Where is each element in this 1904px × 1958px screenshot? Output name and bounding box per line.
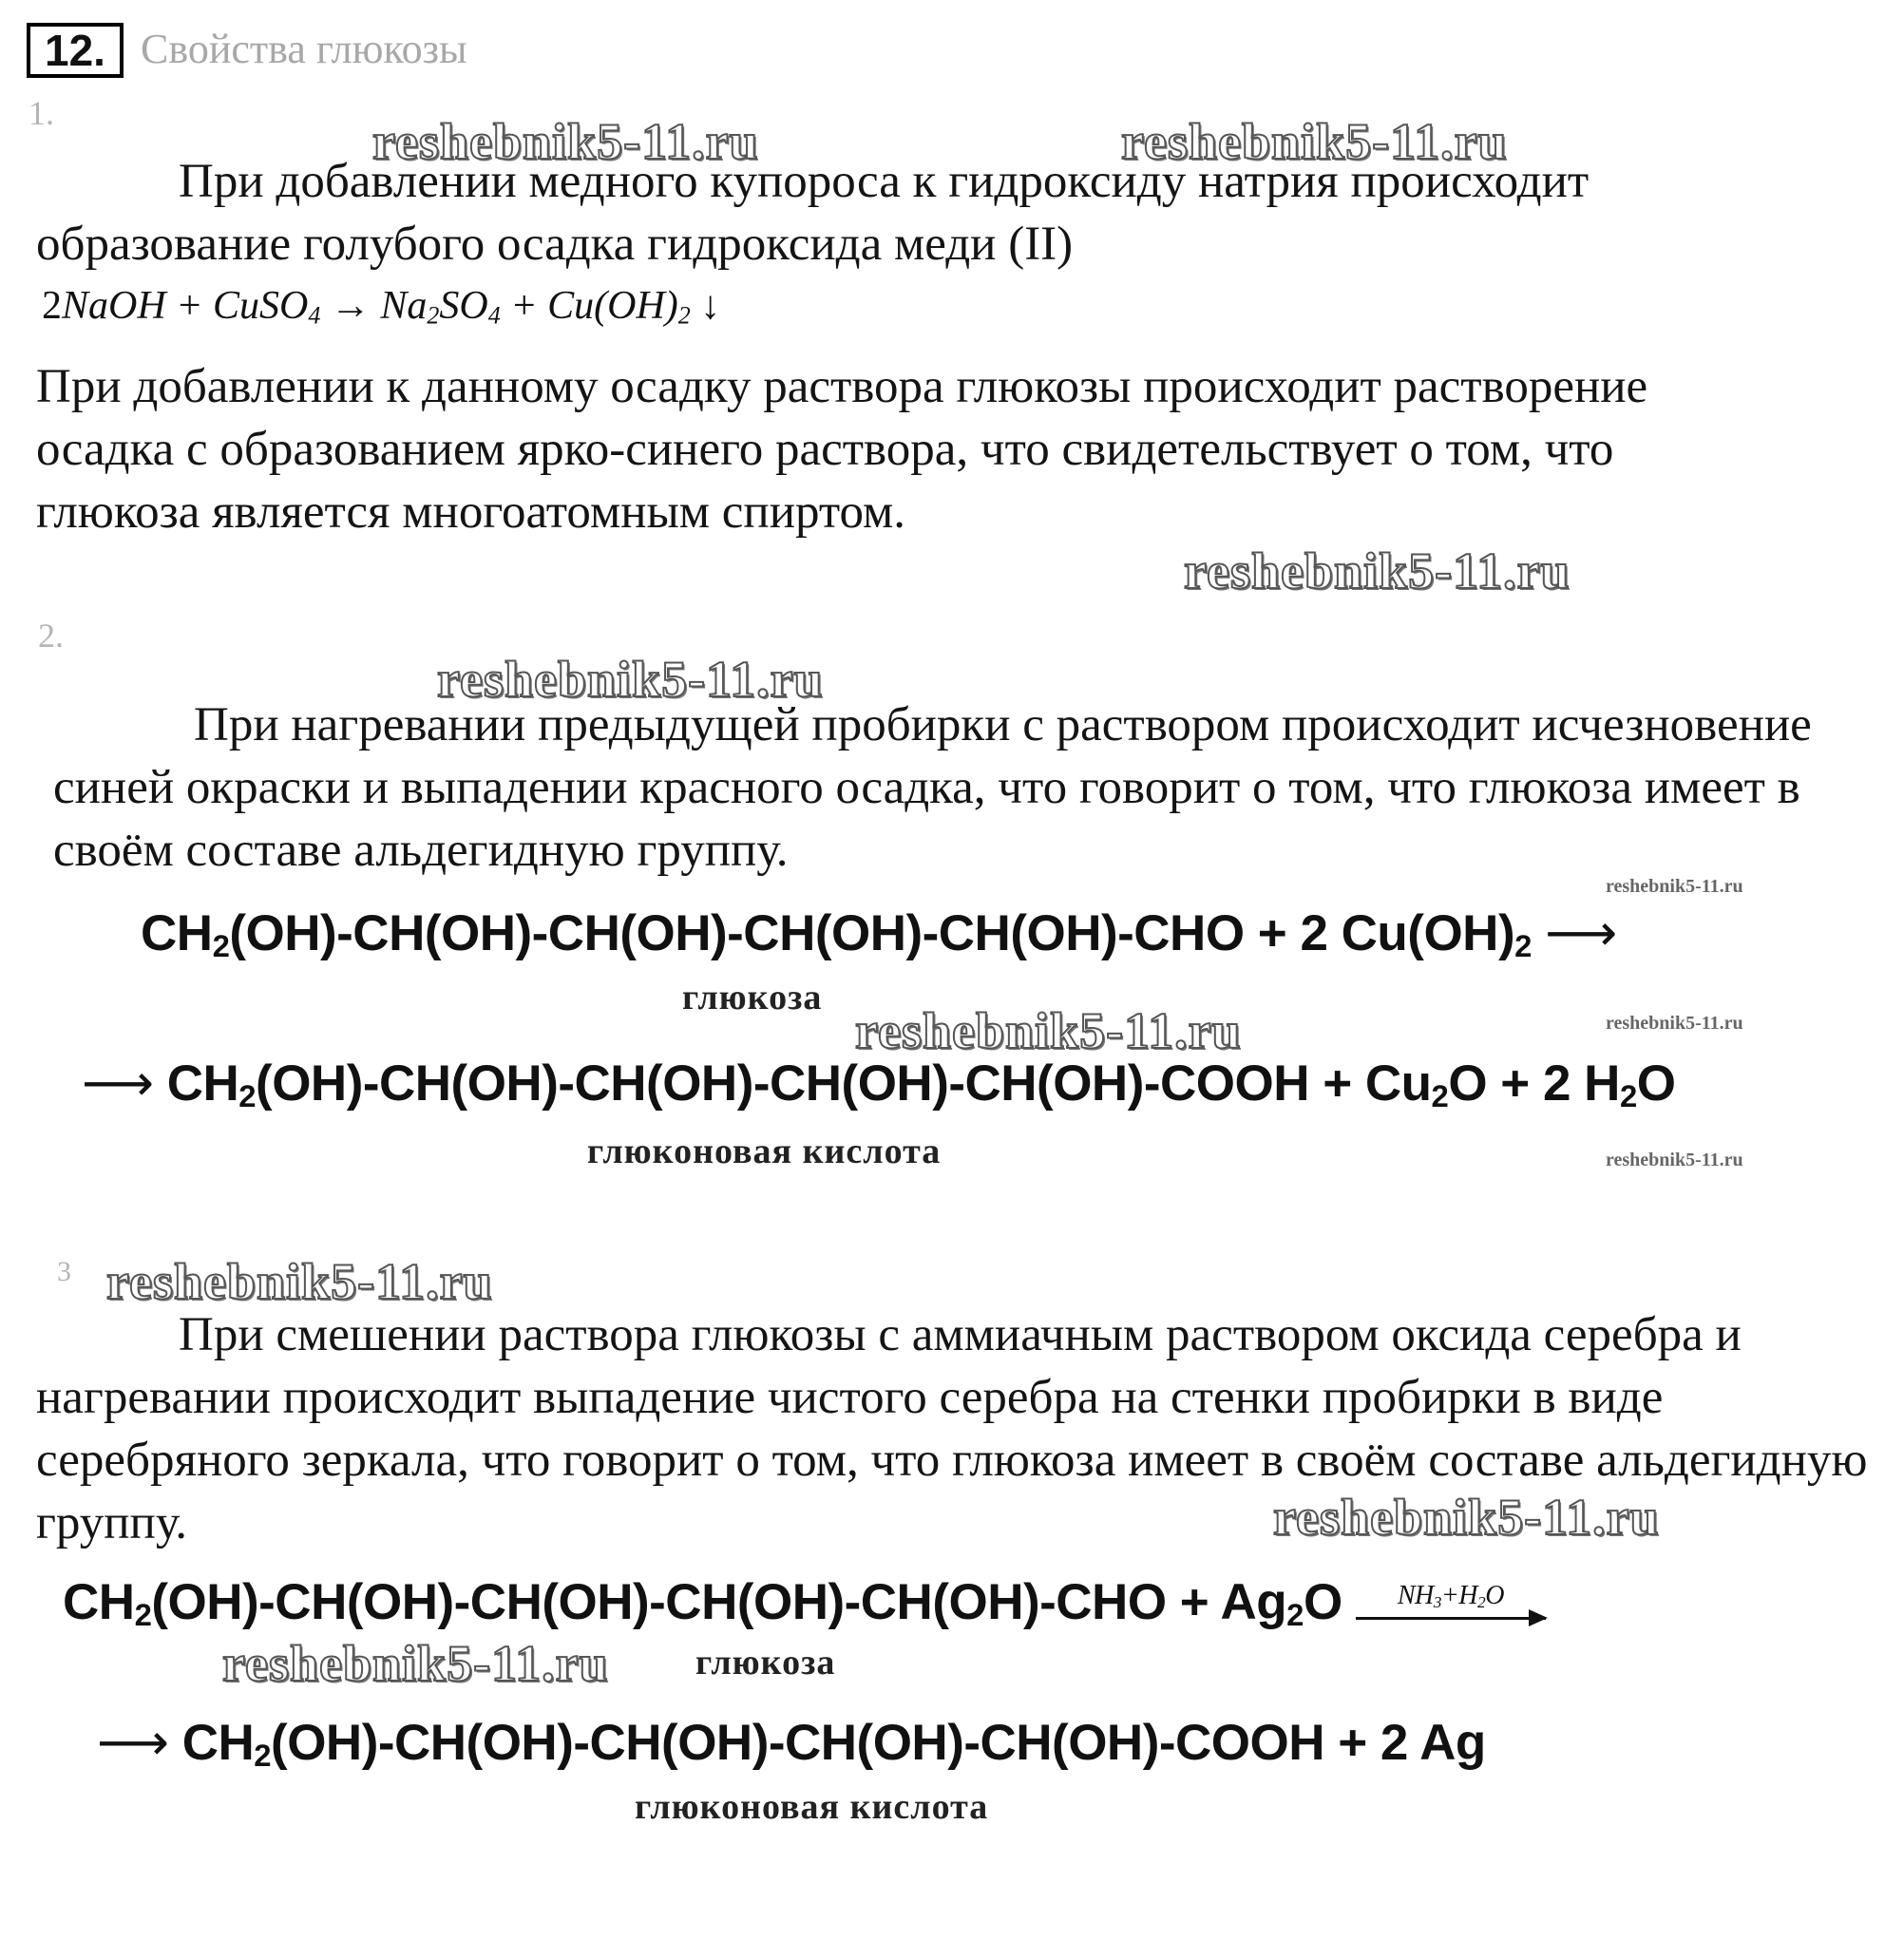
task-number: 12. xyxy=(27,23,124,78)
watermark: reshebnik5-11.ru xyxy=(437,651,824,708)
task-title: Свойства глюкозы xyxy=(141,26,467,72)
watermark: reshebnik5-11.ru xyxy=(372,113,759,170)
paragraph-text: При добавлении к данному осадку раствора глюкозы происходит растворение осадка с образованием ярко-синего раствора, что свидетельствует о том, что глюкоза является многоатомным спиртом. xyxy=(36,360,1648,539)
arrow-with-condition: $NH_3+H_2O$ xyxy=(1356,1582,1546,1633)
label-gluconic-acid: глюконовая кислота xyxy=(587,1131,942,1171)
equation-gluconic-cu2o-products: ⟶ $CH_2(OH)-CH(OH)-CH(OH)-CH(OH)-CH(OH)$-COOH + $Cu_2O + 2$ $H_2O$ xyxy=(82,1055,1676,1114)
section-number-2: 2. xyxy=(38,617,64,655)
equation-naoh-cuso4: 2NaOH + CuSO$_4$ → $Na_2SO_4 + Cu(OH)_2$ ↓ xyxy=(42,284,721,330)
paragraph-text: При смешении раствора глюкозы с аммиачным раствором оксида серебра и нагревании происходит выпадение чистого серебра на стенки пробирки в виде серебряного зеркала, что говорит о том, что глюкоза имеет в своём составе альдегидную группу. xyxy=(36,1308,1868,1549)
section-2-paragraph xyxy=(53,694,1904,882)
label-glucose: глюкоза xyxy=(695,1643,836,1682)
paragraph-text: При нагревании предыдущей пробирки с раствором происходит исчезновение синей окраски и выпадении красного осадка, что говорит о том, что глюкоза имеет в своём составе альдегидную группу. xyxy=(53,698,1812,877)
section-1-paragraph-1 xyxy=(36,150,1841,276)
watermark-small: reshebnik5-11.ru xyxy=(1606,1150,1743,1170)
paragraph-text: При добавлении медного купороса к гидроксиду натрия происходит образование голубого осадка гидроксида меди (II) xyxy=(36,155,1590,271)
equation-glucose-ag2o-reactants: $CH_2(OH)-CH(OH)-CH(OH)-CH(OH)-CH(OH)$-CHO + $Ag_2O$ $NH_3+H_2O$ xyxy=(63,1573,1546,1633)
section-number-3: 3 xyxy=(57,1256,71,1287)
watermark-small: reshebnik5-11.ru xyxy=(1606,876,1743,897)
equation-gluconic-ag-products: ⟶ $CH_2(OH)-CH(OH)-CH(OH)-CH(OH)-CH(OH)$-COOH + 2 Ag xyxy=(97,1715,1486,1774)
label-gluconic-acid: глюконовая кислота xyxy=(635,1787,989,1827)
section-number-1: 1. xyxy=(29,94,54,132)
watermark: reshebnik5-11.ru xyxy=(1273,1489,1660,1546)
label-glucose: глюкоза xyxy=(682,978,823,1017)
watermark: reshebnik5-11.ru xyxy=(855,1002,1242,1059)
watermark: reshebnik5-11.ru xyxy=(1184,542,1571,599)
watermark: reshebnik5-11.ru xyxy=(106,1253,493,1310)
section-1-paragraph-2 xyxy=(36,355,1746,543)
watermark-small: reshebnik5-11.ru xyxy=(1606,1013,1743,1034)
equation-glucose-cuoh2-reactants: $CH_2(OH)-CH(OH)-CH(OH)-CH(OH)-CH(OH)$-CHO + 2 $Cu(OH)_2$ ⟶ xyxy=(141,905,1617,964)
watermark: reshebnik5-11.ru xyxy=(222,1635,609,1692)
watermark: reshebnik5-11.ru xyxy=(1121,113,1508,170)
